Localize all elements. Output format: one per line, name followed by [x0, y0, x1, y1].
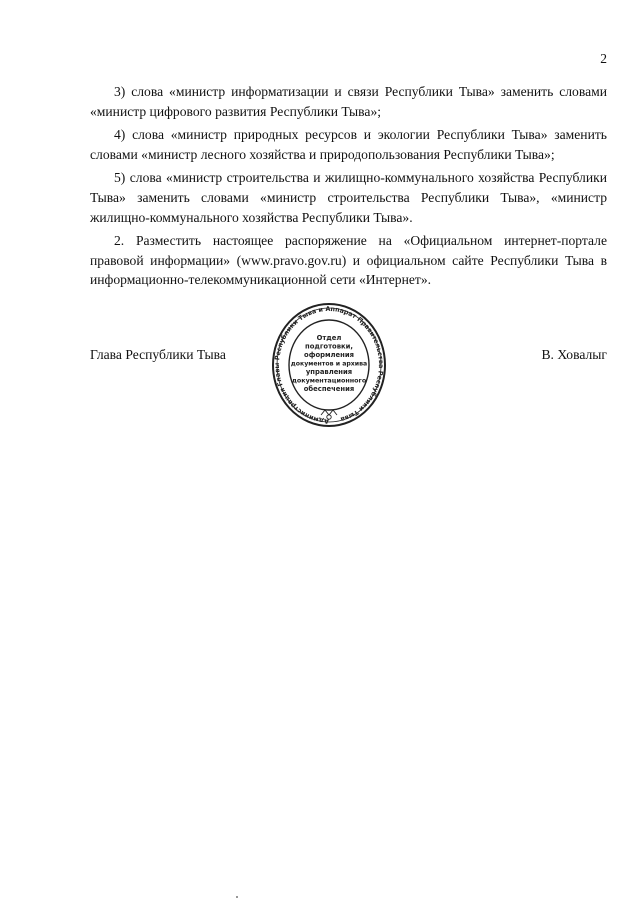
seal-center-line: оформления [304, 351, 354, 359]
paragraph-item-4: 4) слова «министр природных ресурсов и экологии Республики Тыва» заменить словами «министр лесного хозяйства и природопользования Республики Тыва»; [90, 127, 607, 162]
seal-center-line: Отдел [316, 334, 342, 342]
paragraph-item-3: 3) слова «министр информатизации и связи Республики Тыва» заменить словами «министр цифрового развития Республики Тыва»; [90, 84, 607, 119]
signatory-name: В. Ховалыг [541, 347, 607, 362]
paragraph-section-2: 2. Разместить настоящее распоряжение на «Официальном интернет-портале правовой информации» (www.pravo.gov.ru) и официальном сайте Республики Тыва в информационно-телекоммуникационной сети «Интернет». [90, 233, 607, 288]
seal-center-line: подготовки, [305, 342, 353, 351]
seal-center-line: обеспечения [303, 385, 355, 393]
seal-center-line: управления [305, 368, 353, 376]
official-seal [271, 300, 387, 434]
seal-center-line: документационного [291, 376, 367, 385]
page-number: 2 [600, 51, 607, 66]
document-body [90, 82, 607, 294]
scan-artifact-dot [236, 896, 238, 898]
paragraph-item-5: 5) слова «министр строительства и жилищно-коммунального хозяйства Республики Тыва» заменить словами «министр строительства Республики Тыва», «министр жилищно-коммунального хозяйства Республики Тыва». [90, 170, 607, 225]
signatory-position: Глава Республики Тыва [90, 347, 226, 362]
seal-center-line: документов и архива [290, 360, 368, 368]
seal-ring-text: Администрация Главы Республики Тыва и Аппарат Правительства Республики Тыва [272, 304, 386, 426]
